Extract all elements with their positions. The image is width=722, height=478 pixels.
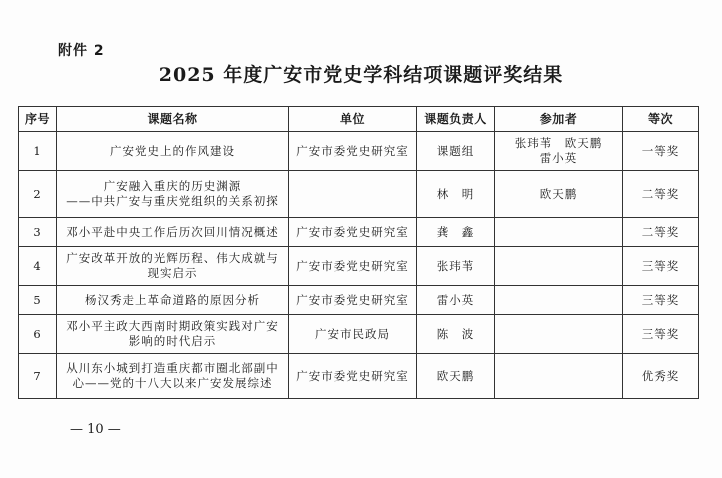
topic-line: ——中共广安与重庆党组织的关系初探 (66, 194, 279, 208)
header-leader: 课题负责人 (417, 107, 495, 132)
participant-line: 雷小英 (539, 151, 578, 165)
topic-line: 邓小平主政大西南时期政策实践对广安 (66, 319, 279, 333)
cell-grade: 优秀奖 (623, 354, 699, 399)
header-unit: 单位 (289, 107, 417, 132)
cell-unit: 广安市委党史研究室 (289, 132, 417, 171)
cell-no: 2 (19, 171, 57, 218)
cell-leader: 林 明 (417, 171, 495, 218)
cell-topic (57, 247, 289, 286)
cell-no: 6 (19, 315, 57, 354)
cell-grade: 二等奖 (623, 171, 699, 218)
document-title: 2025 年度广安市党史学科结项课题评奖结果 (158, 64, 564, 86)
table-row (19, 315, 699, 354)
cell-leader: 课题组 (417, 132, 495, 171)
header-no: 序号 (19, 107, 57, 132)
cell-topic (57, 132, 289, 171)
cell-no: 7 (19, 354, 57, 399)
topic-line: 广安党史上的作风建设 (110, 143, 235, 158)
cell-unit: 广安市委党史研究室 (289, 247, 417, 286)
cell-participants (495, 354, 623, 399)
cell-grade: 二等奖 (623, 218, 699, 247)
cell-participants (495, 247, 623, 286)
topic-line: 邓小平赴中央工作后历次回川情况概述 (66, 224, 279, 239)
cell-unit: 广安市民政局 (289, 315, 417, 354)
page-number: — 10 — (70, 422, 121, 437)
header-topic: 课题名称 (57, 107, 289, 132)
participant-line: 张玮苇 欧天鹏 (514, 136, 603, 150)
table-row (19, 132, 699, 171)
cell-grade: 一等奖 (623, 132, 699, 171)
cell-unit: 广安市委党史研究室 (289, 354, 417, 399)
cell-grade: 三等奖 (623, 286, 699, 315)
cell-grade: 三等奖 (623, 315, 699, 354)
participant-line: 欧天鹏 (539, 186, 578, 201)
cell-unit: 广安市委党史研究室 (289, 286, 417, 315)
cell-unit: 广安市委党史研究室 (289, 218, 417, 247)
topic-line: 影响的时代启示 (128, 334, 217, 348)
cell-topic (57, 218, 289, 247)
cell-participants (495, 132, 623, 171)
cell-topic (57, 171, 289, 218)
header-grade: 等次 (623, 107, 699, 132)
cell-participants (495, 315, 623, 354)
table-row (19, 218, 699, 247)
topic-line: 现实启示 (147, 266, 198, 280)
cell-no: 1 (19, 132, 57, 171)
topic-line: 心——党的十八大以来广安发展综述 (72, 376, 273, 390)
cell-leader: 雷小英 (417, 286, 495, 315)
cell-no: 3 (19, 218, 57, 247)
topic-line: 广安改革开放的光辉历程、伟大成就与 (66, 251, 279, 265)
award-results-table (18, 106, 699, 399)
cell-leader: 欧天鹏 (417, 354, 495, 399)
attachment-label: 附件 2 (58, 43, 105, 59)
table-row (19, 247, 699, 286)
table-row (19, 171, 699, 218)
cell-topic (57, 315, 289, 354)
cell-topic (57, 354, 289, 399)
cell-no: 4 (19, 247, 57, 286)
table-header-row (19, 107, 699, 132)
cell-grade: 三等奖 (623, 247, 699, 286)
cell-leader: 陈 波 (417, 315, 495, 354)
cell-participants (495, 218, 623, 247)
cell-participants (495, 171, 623, 218)
cell-participants (495, 286, 623, 315)
table-row (19, 354, 699, 399)
topic-line: 杨汉秀走上革命道路的原因分析 (85, 292, 260, 307)
cell-no: 5 (19, 286, 57, 315)
cell-leader: 张玮苇 (417, 247, 495, 286)
topic-line: 广安融入重庆的历史渊源 (103, 179, 242, 193)
topic-line: 从川东小城到打造重庆都市圈北部副中 (66, 361, 279, 375)
header-participants: 参加者 (495, 107, 623, 132)
cell-leader: 龚 鑫 (417, 218, 495, 247)
cell-unit (289, 171, 417, 218)
cell-topic (57, 286, 289, 315)
table-row (19, 286, 699, 315)
